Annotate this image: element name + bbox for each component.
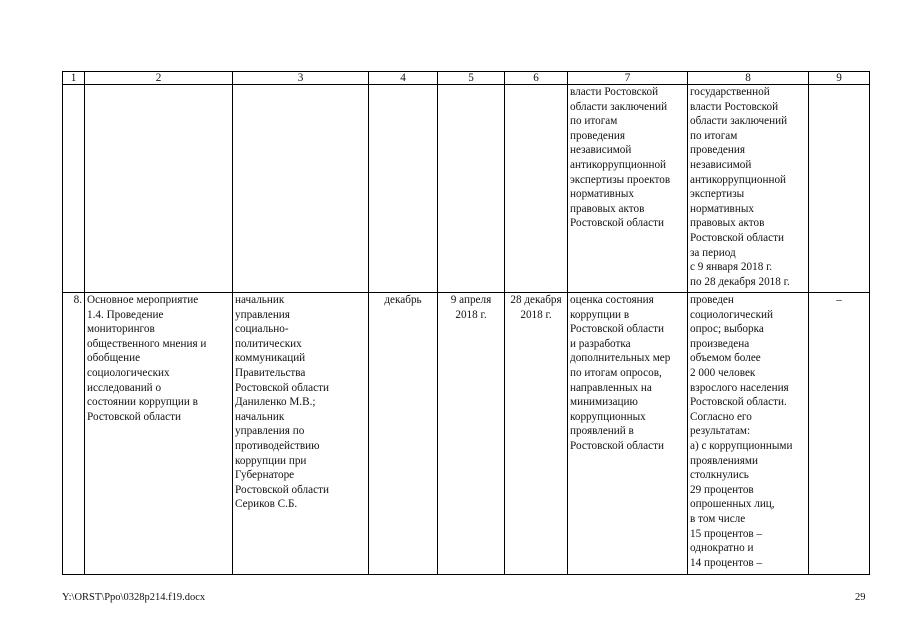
planned-date-cell: декабрь: [369, 293, 438, 575]
footer-page-number: 29: [855, 592, 866, 603]
header-row: [63, 72, 870, 85]
start-date-cell: 9 апреля 2018 г.: [438, 293, 505, 575]
actual-result-cell: проведен социологический опрос; выборка произведена объемом более 2 000 человек взрослого населения Ростовской области. Согласно его результатам: а) с коррупционными проявлениями столкнулись 29 процентов опрошенных лиц, в том числе 15 процентов – однократно и 14 процентов –: [688, 293, 809, 575]
report-table: [62, 71, 870, 575]
header-col-5: 5: [438, 72, 505, 85]
table-cell: [505, 85, 568, 293]
end-date-cell: 28 декабря 2018 г.: [505, 293, 568, 575]
activity-name-cell: Основное мероприятие 1.4. Проведение мониторингов общественного мнения и обобщение социологических исследований о состоянии коррупции в Ростовской области: [85, 293, 233, 575]
row-number-cell: 8.: [63, 293, 85, 575]
table-cell: [85, 85, 233, 293]
footer-file-path: Y:\ORST\Ppo\0328p214.f19.docx: [62, 592, 206, 603]
header-col-3: 3: [233, 72, 369, 85]
table-cell: [63, 85, 85, 293]
header-col-4: 4: [369, 72, 438, 85]
actual-result-cell: государственной власти Ростовской области заключений по итогам проведения независимой антикоррупционной экспертизы нормативных правовых актов Ростовской области за период с 9 января 2018 г. по 28 декабря 2018 г.: [688, 85, 809, 293]
expected-result-cell: власти Ростовской области заключений по итогам проведения независимой антикоррупционной экспертизы проектов нормативных правовых актов Ростовской области: [568, 85, 688, 293]
header-col-1: 1: [63, 72, 85, 85]
table-cell: [438, 85, 505, 293]
header-col-2: 2: [85, 72, 233, 85]
header-col-6: 6: [505, 72, 568, 85]
responsible-cell: начальник управления социально- политических коммуникаций Правительства Ростовской области Даниленко М.В.; начальник управления по противодействию коррупции при Губернаторе Ростовской области Сериков С.Б.: [233, 293, 369, 575]
table-row: [63, 85, 870, 293]
table-cell: [369, 85, 438, 293]
table-row: [63, 293, 870, 575]
expected-result-cell: оценка состояния коррупции в Ростовской области и разработка дополнительных мер по итогам опросов, направленных на минимизацию коррупционных проявлений в Ростовской области: [568, 293, 688, 575]
table-cell: [233, 85, 369, 293]
table-cell: [809, 85, 870, 293]
header-col-9: 9: [809, 72, 870, 85]
header-col-7: 7: [568, 72, 688, 85]
reason-cell: –: [809, 293, 870, 575]
header-col-8: 8: [688, 72, 809, 85]
